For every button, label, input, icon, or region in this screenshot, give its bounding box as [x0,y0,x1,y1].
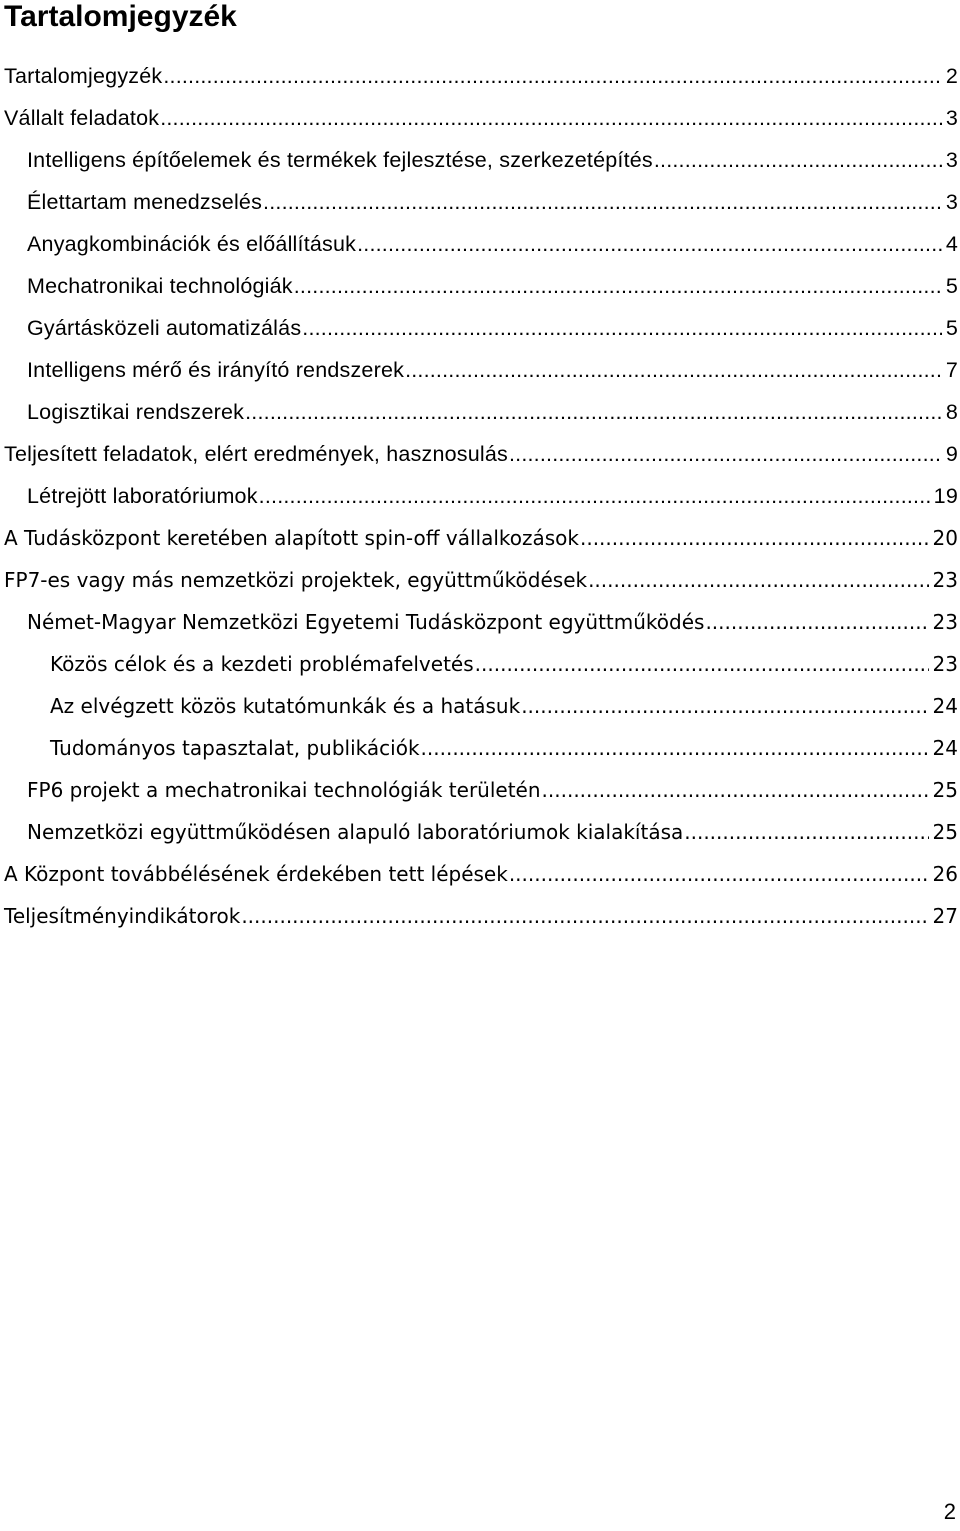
dot-leader [294,271,942,301]
toc-entry-page: 23 [932,568,958,592]
dot-leader [259,481,930,511]
toc-entry[interactable] [0,727,960,769]
toc-entry[interactable] [0,139,960,181]
toc-entry-page: 2 [945,64,958,88]
toc-entry-title: Vállalt feladatok [4,106,160,130]
toc-entry[interactable] [0,391,960,433]
toc-entry-page: 5 [945,274,958,298]
toc-entry-title: Teljesített feladatok, elért eredmények, hasznosulás [4,442,508,466]
toc-entry[interactable] [0,307,960,349]
dot-leader [160,103,942,133]
toc-entry[interactable] [0,181,960,223]
toc-entry[interactable] [0,643,960,685]
toc-entry-page: 3 [945,148,958,172]
toc-entry-title: Tartalomjegyzék [4,64,163,88]
dot-leader [705,607,928,637]
toc-entry-title: Gyártásközeli automatizálás [27,316,302,340]
toc-entry-title: Német-Magyar Nemzetközi Egyetemi Tudásközpont együttműködés [27,610,705,634]
toc-entry-title: Teljesítményindikátorok [4,904,241,928]
dot-leader [542,775,929,805]
dot-leader [509,859,929,889]
page-number: 2 [943,1499,956,1524]
toc-entry[interactable] [0,601,960,643]
toc-entry-title: Mechatronikai technológiák [27,274,293,298]
toc-entry-page: 26 [932,862,958,886]
toc-entry-page: 23 [932,610,958,634]
toc-entry-title: Az elvégzett közös kutatómunkák és a hatásuk [50,694,521,718]
toc-entry-title: Logisztikai rendszerek [27,400,245,424]
dot-leader [684,817,928,847]
toc-entry-title: Tudományos tapasztalat, publikációk [50,736,420,760]
toc-entry-title: Élettartam menedzselés [27,190,263,214]
dot-leader [509,439,942,469]
dot-leader [302,313,942,343]
toc-entry[interactable] [0,55,960,97]
toc-entry[interactable] [0,349,960,391]
toc-entry[interactable] [0,559,960,601]
dot-leader [588,565,928,595]
table-of-contents [0,55,960,937]
dot-leader [421,733,929,763]
toc-entry[interactable] [0,685,960,727]
toc-entry-title: A Központ továbbélésének érdekében tett lépések [4,862,508,886]
toc-entry-page: 3 [945,190,958,214]
toc-entry-page: 24 [932,736,958,760]
toc-entry[interactable] [0,475,960,517]
toc-entry[interactable] [0,265,960,307]
page-title: Tartalomjegyzék [4,0,237,33]
toc-entry-page: 9 [945,442,958,466]
dot-leader [357,229,942,259]
toc-entry[interactable] [0,811,960,853]
toc-entry-title: Létrejött laboratóriumok [27,484,258,508]
toc-entry-page: 20 [932,526,958,550]
toc-entry-title: A Tudásközpont keretében alapított spin-off vállalkozások [4,526,579,550]
toc-entry-page: 24 [932,694,958,718]
toc-entry-title: Intelligens építőelemek és termékek fejlesztése, szerkezetépítés [27,148,653,172]
toc-entry[interactable] [0,223,960,265]
toc-entry-title: Intelligens mérő és irányító rendszerek [27,358,405,382]
dot-leader [245,397,942,427]
toc-entry-title: Nemzetközi együttműködésen alapuló laboratóriumok kialakítása [27,820,684,844]
toc-entry-title: Anyagkombinációk és előállításuk [27,232,357,256]
dot-leader [241,901,928,931]
toc-entry-page: 27 [932,904,958,928]
toc-entry-page: 25 [932,820,958,844]
toc-entry-page: 19 [933,484,958,508]
dot-leader [521,691,928,721]
toc-entry[interactable] [0,769,960,811]
toc-entry[interactable] [0,853,960,895]
toc-entry[interactable] [0,517,960,559]
dot-leader [654,145,942,175]
toc-entry-page: 3 [945,106,958,130]
toc-entry-page: 8 [945,400,958,424]
toc-entry[interactable] [0,433,960,475]
toc-entry-title: FP7-es vagy más nemzetközi projektek, együttműködések [4,568,588,592]
toc-entry-page: 23 [932,652,958,676]
toc-entry-page: 7 [945,358,958,382]
dot-leader [405,355,942,385]
toc-entry-title: Közös célok és a kezdeti problémafelvetés [50,652,474,676]
toc-entry-page: 5 [945,316,958,340]
dot-leader [163,61,941,91]
toc-entry-page: 25 [932,778,958,802]
toc-entry[interactable] [0,895,960,937]
toc-entry-page: 4 [945,232,958,256]
toc-entry[interactable] [0,97,960,139]
dot-leader [475,649,929,679]
dot-leader [580,523,929,553]
dot-leader [263,187,942,217]
toc-entry-title: FP6 projekt a mechatronikai technológiák területén [27,778,541,802]
